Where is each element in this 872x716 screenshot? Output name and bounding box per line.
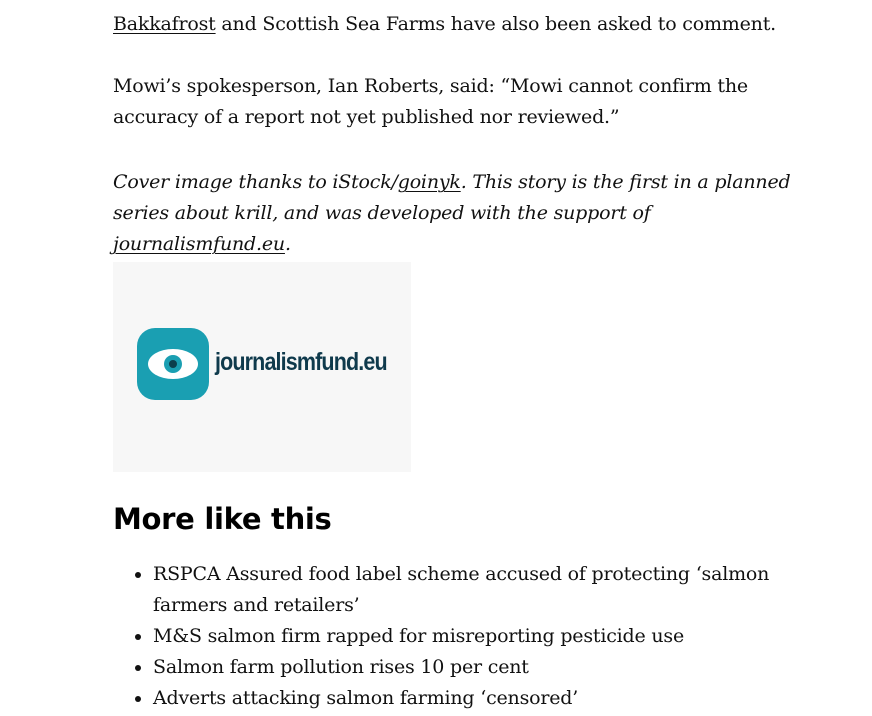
related-articles-list [113, 559, 813, 714]
goinyk-link[interactable]: goinyk [397, 171, 461, 193]
credit-middle: . This story is the first in a planned series about krill, and was developed with the support of [113, 171, 791, 224]
credit-prefix: Cover image thanks to iStock/ [113, 171, 398, 193]
cover-image-credit [113, 167, 793, 260]
journalismfund-link[interactable]: journalismfund.eu [113, 233, 285, 255]
more-like-this-heading: More like this [113, 502, 332, 536]
bullet-icon [135, 634, 141, 640]
bullet-icon [135, 696, 141, 702]
logo-wordmark: journalismfund.eu [215, 348, 387, 376]
credit-suffix: . [284, 233, 291, 255]
journalismfund-logo[interactable] [113, 262, 411, 472]
comment-paragraph [113, 9, 793, 40]
related-article-link[interactable]: M&S salmon firm rapped for misreporting pesticide use [153, 625, 685, 647]
bakkafrost-link[interactable]: Bakkafrost [113, 13, 216, 35]
list-item [153, 683, 813, 714]
bullet-icon [135, 665, 141, 671]
spokesperson-quote: Mowi’s spokesperson, Ian Roberts, said: “Mowi cannot confirm the accuracy of a report not yet published nor reviewed.” [113, 75, 748, 128]
related-article-link[interactable]: Salmon farm pollution rises 10 per cent [153, 656, 529, 678]
list-item [153, 621, 813, 652]
related-article-link[interactable]: RSPCA Assured food label scheme accused of protecting ‘salmon farmers and retailers’ [153, 563, 770, 616]
eye-icon [137, 328, 209, 400]
related-article-link[interactable]: Adverts attacking salmon farming ‘censored’ [153, 687, 579, 709]
list-item [153, 559, 813, 621]
bullet-icon [135, 572, 141, 578]
comment-paragraph-text: and Scottish Sea Farms have also been asked to comment. [215, 13, 776, 35]
list-item [153, 652, 813, 683]
